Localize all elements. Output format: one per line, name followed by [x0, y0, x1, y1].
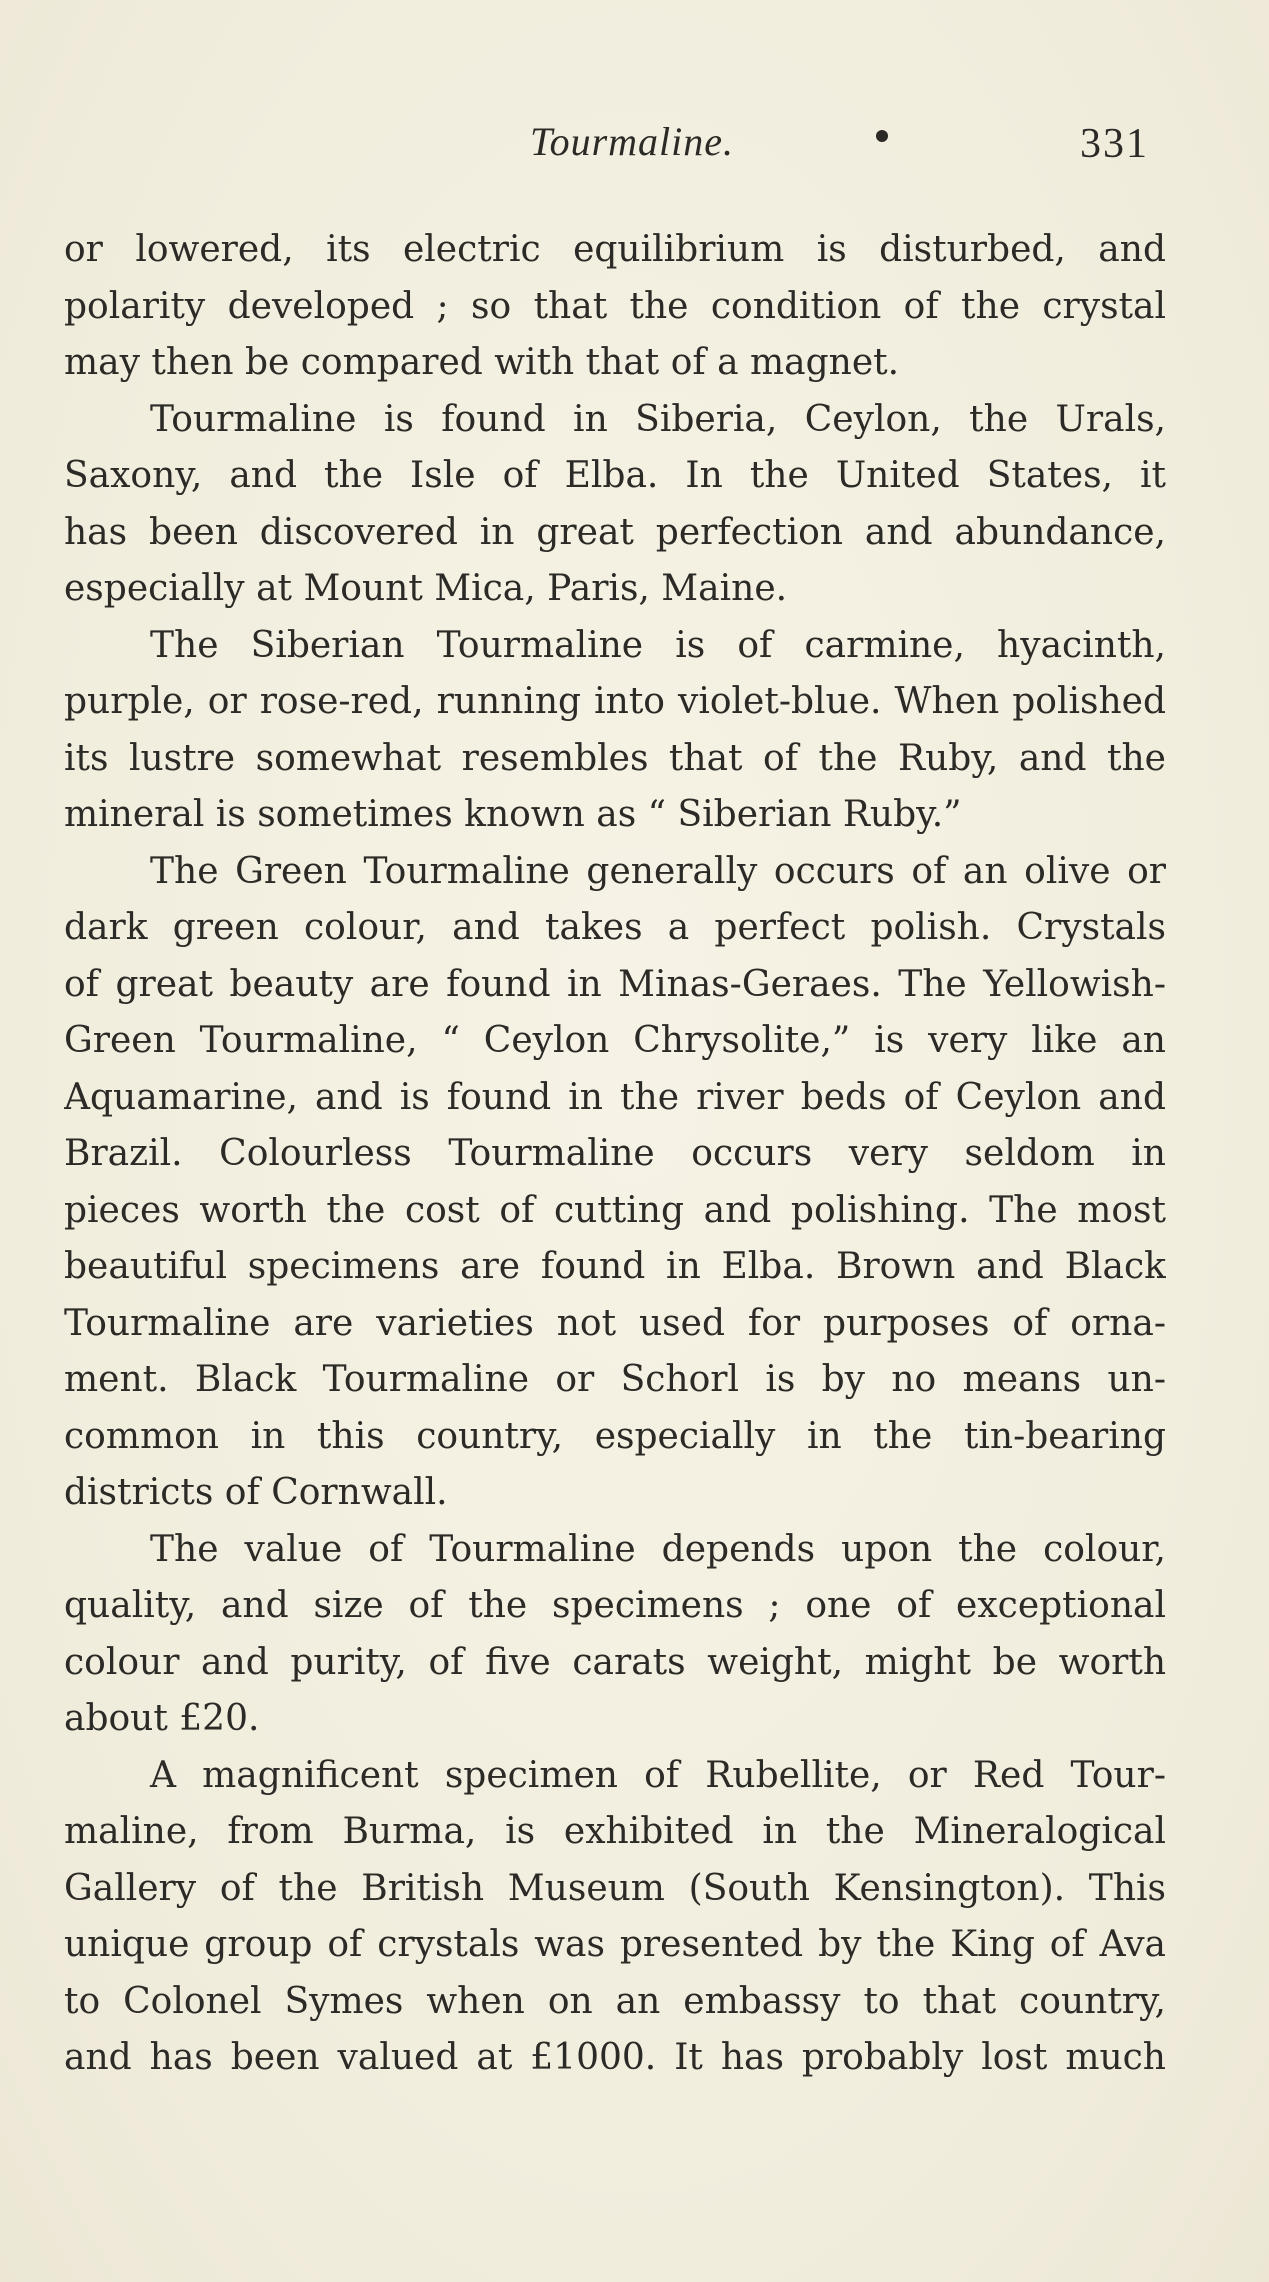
text-line: colour and purity, of five carats weight, might be worth [64, 1641, 1166, 1683]
text-line: Saxony, and the Isle of Elba. In the United States, it [64, 455, 1166, 496]
text-line: beautiful specimens are found in Elba. Brown and Black [64, 1246, 1166, 1287]
text-line: to Colonel Symes when on an embassy to that country, [64, 1980, 1166, 2022]
running-head [0, 118, 1269, 178]
text-line: maline, from Burma, is exhibited in the Mineralogical [64, 1811, 1166, 1852]
text-line: quality, and size of the specimens ; one of exceptional [64, 1585, 1166, 1626]
text-line: Tourmaline are varieties not used for purposes of orna- [64, 1302, 1166, 1344]
text-line: The Green Tourmaline generally occurs of an olive or [150, 850, 1166, 892]
text-line: polarity developed ; so that the condition of the crystal [64, 285, 1166, 327]
text-line: The Siberian Tourmaline is of carmine, hyacinth, [150, 624, 1166, 666]
text-line: pieces worth the cost of cutting and polishing. The most [64, 1189, 1166, 1231]
text-line: mineral is sometimes known as “ Siberian Ruby.” [64, 794, 962, 835]
text-line: may then be compared with that of a magnet. [64, 342, 900, 383]
text-line: purple, or rose-red, running into violet-blue. When polished [64, 681, 1166, 722]
text-line: Gallery of the British Museum (South Kensington). This [64, 1867, 1166, 1909]
printer-dot-ornament [876, 130, 888, 142]
text-line: dark green colour, and takes a perfect polish. Crystals [64, 907, 1166, 948]
text-line: A magnificent specimen of Rubellite, or Red Tour- [150, 1754, 1166, 1796]
running-head-title: Tourmaline. [530, 119, 735, 164]
text-line: Aquamarine, and is found in the river beds of Ceylon and [64, 1076, 1166, 1118]
text-line: districts of Cornwall. [64, 1472, 448, 1513]
text-line: Green Tourmaline, “ Ceylon Chrysolite,” is very like an [64, 1020, 1166, 1061]
text-line: ment. Black Tourmaline or Schorl is by no means un- [64, 1359, 1166, 1400]
page-number: 331 [1080, 121, 1149, 167]
text-line: common in this country, especially in the tin-bearing [64, 1415, 1166, 1457]
text-line: has been discovered in great perfection and abundance, [64, 511, 1166, 553]
text-line: especially at Mount Mica, Paris, Maine. [64, 568, 788, 609]
text-line: about £20. [64, 1698, 260, 1739]
body-text [64, 222, 1166, 2087]
text-line: or lowered, its electric equilibrium is disturbed, and [64, 229, 1166, 270]
text-line: The value of Tourmaline depends upon the colour, [150, 1528, 1166, 1570]
text-line: its lustre somewhat resembles that of the Ruby, and the [64, 737, 1166, 779]
text-line: Tourmaline is found in Siberia, Ceylon, the Urals, [150, 398, 1166, 440]
text-line: and has been valued at £1000. It has probably lost much [64, 2037, 1166, 2078]
text-line: unique group of crystals was presented by the King of Ava [64, 1924, 1166, 1965]
text-line: of great beauty are found in Minas-Geraes. The Yellowish- [64, 963, 1166, 1005]
text-line: Brazil. Colourless Tourmaline occurs very seldom in [64, 1133, 1166, 1174]
